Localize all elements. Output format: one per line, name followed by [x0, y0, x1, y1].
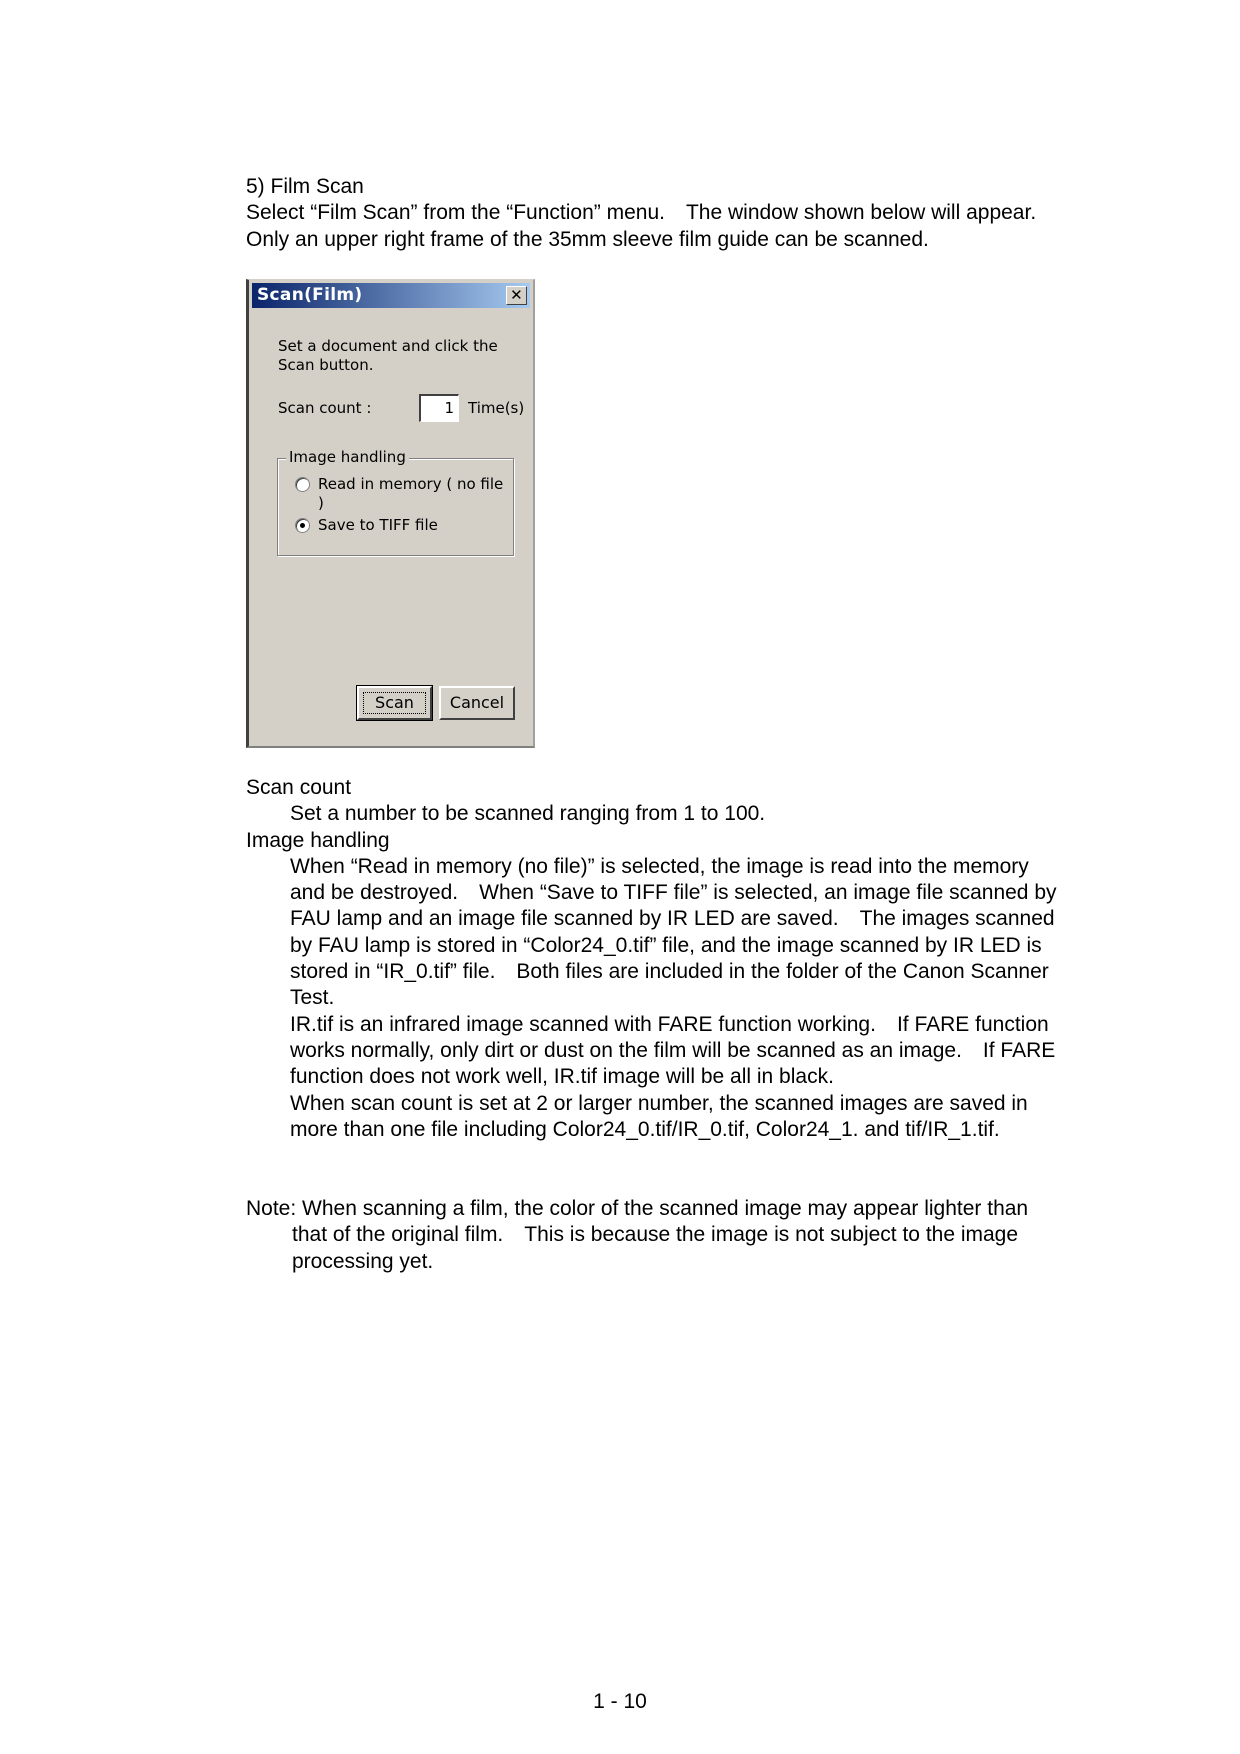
- note-line: that of the original film. This is because the image is not subject to the image: [292, 1223, 1019, 1247]
- cancel-button[interactable]: [439, 686, 515, 720]
- scan-count-label: Scan count :: [278, 399, 372, 417]
- page-number: 1 - 10: [593, 1690, 647, 1713]
- intro-line-1: Select “Film Scan” from the “Function” menu. The window shown below will appear.: [246, 201, 1037, 225]
- scan-count-unit: Time(s): [468, 399, 525, 417]
- note: [246, 1196, 1126, 1275]
- image-handling-line: by FAU lamp is stored in “Color24_0.tif” file, and the image scanned by IR LED is: [290, 933, 1042, 957]
- image-handling-line: works normally, only dirt or dust on the film will be scanned as an image. If FARE: [290, 1038, 1056, 1062]
- image-handling-line: FAU lamp and an image file scanned by IR LED are saved. The images scanned: [290, 907, 1055, 931]
- image-handling-line: and be destroyed. When “Save to TIFF file” is selected, an image file scanned by: [290, 881, 1057, 905]
- scan-count-input[interactable]: 1: [419, 394, 459, 422]
- image-handling-line: When “Read in memory (no file)” is selected, the image is read into the memory: [290, 854, 1029, 878]
- image-handling-line: Test.: [290, 986, 335, 1010]
- note-line: processing yet.: [292, 1249, 434, 1273]
- scan-button[interactable]: [357, 686, 432, 720]
- scan-count-term: Scan count: [246, 776, 352, 799]
- dialog-instruction-1: Set a document and click the: [278, 337, 498, 355]
- intro-line-2: Only an upper right frame of the 35mm sleeve film guide can be scanned.: [246, 227, 929, 251]
- note-first-line: Note: When scanning a film, the color of the scanned image may appear lighter than: [246, 1197, 1029, 1220]
- close-icon[interactable]: ✕: [506, 286, 527, 305]
- dialog-instruction-2: Scan button.: [278, 356, 374, 374]
- image-handling-group: [277, 448, 514, 556]
- dialog-title: Scan(Film): [257, 285, 363, 305]
- image-handling-legend: Image handling: [286, 448, 409, 467]
- image-handling-line: function does not work well, IR.tif image will be all in black.: [290, 1065, 834, 1089]
- radio-save-tiff[interactable]: [295, 518, 310, 533]
- option-save-tiff-label: Save to TIFF file: [318, 516, 438, 534]
- scan-film-dialog: [246, 279, 535, 748]
- image-handling-term: Image handling: [246, 828, 390, 852]
- cancel-button-label: Cancel: [449, 693, 505, 712]
- image-handling-line: IR.tif is an infrared image scanned with FARE function working. If FARE function: [290, 1012, 1049, 1036]
- scan-count-text: Set a number to be scanned ranging from 1 to 100.: [290, 802, 766, 826]
- radio-read-in-memory[interactable]: [295, 477, 310, 492]
- section-intro: [246, 174, 1126, 253]
- dialog-titlebar: [252, 283, 530, 308]
- image-handling-line: When scan count is set at 2 or larger number, the scanned images are saved in: [290, 1091, 1028, 1115]
- scan-button-label: Scan: [375, 693, 414, 712]
- option-read-in-memory-label: Read in memory ( no file ): [318, 475, 504, 512]
- image-handling-line: more than one file including Color24_0.tif/IR_0.tif, Color24_1. and tif/IR_1.tif.: [290, 1117, 1000, 1141]
- section-heading: 5) Film Scan: [246, 175, 364, 198]
- descriptions: [246, 775, 1126, 1143]
- image-handling-line: stored in “IR_0.tif” file. Both files are included in the folder of the Canon Scanner: [290, 960, 1049, 984]
